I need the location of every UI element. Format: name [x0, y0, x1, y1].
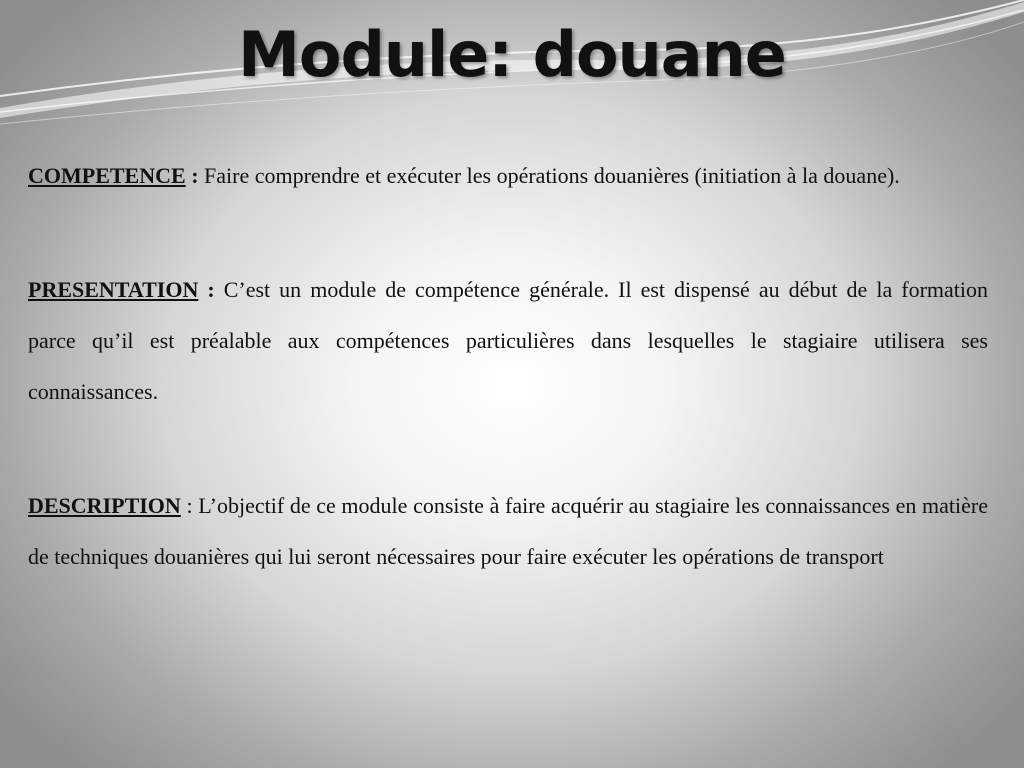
section-separator: :	[185, 163, 205, 188]
section-text: L’objectif de ce module consiste à faire acquérir au stagiaire les connaissances en matière de techniques douanières qui lui seront nécessaires pour faire exécuter les opérations de transport	[28, 493, 988, 569]
section-text: C’est un module de compétence générale. Il est dispensé au début de la formation parce qu’il est préalable aux compétences particulières dans lesquelles le stagiaire utilisera ses connaissances.	[28, 277, 989, 404]
section-label: DESCRIPTION	[28, 493, 181, 518]
section-presentation	[28, 264, 988, 417]
section-label: COMPETENCE	[28, 163, 186, 188]
slide-title: Module: douane	[238, 18, 786, 91]
slide-body	[28, 150, 988, 645]
section-separator: :	[180, 493, 199, 518]
section-competence	[28, 150, 988, 201]
section-text: Faire comprendre et exécuter les opérations douanières (initiation à la douane).	[204, 163, 900, 188]
section-separator: :	[198, 277, 224, 302]
section-description	[28, 480, 988, 582]
section-label: PRESENTATION	[28, 277, 199, 302]
